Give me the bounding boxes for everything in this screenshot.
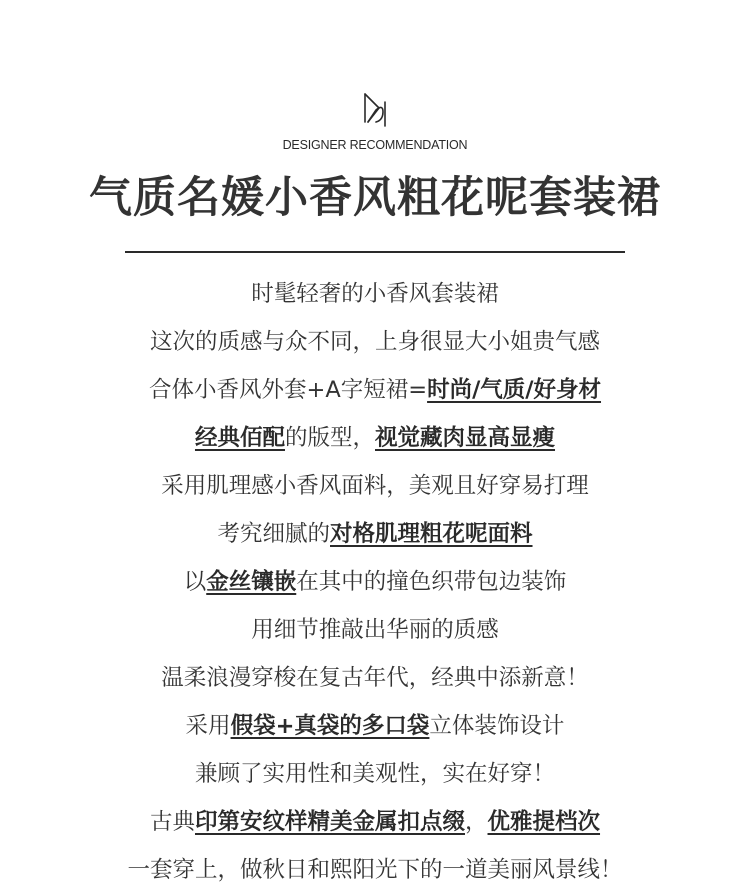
highlighted-phrase: 印第安纹样精美金属扣点缀 <box>194 809 465 835</box>
description-line <box>0 798 750 846</box>
description-line <box>0 702 750 750</box>
description-text: 用细节推敲出华丽的质感 <box>251 617 499 643</box>
description-line <box>0 462 750 510</box>
description-line <box>0 654 750 702</box>
description-line <box>0 558 750 606</box>
description-text: 在其中的撞色织带包边装饰 <box>296 569 567 595</box>
highlighted-phrase: 金丝镶嵌 <box>206 569 297 595</box>
highlighted-phrase: 假袋+真袋的多口袋 <box>230 713 430 739</box>
title-divider <box>125 251 625 253</box>
highlighted-phrase: 视觉藏肉显高显瘦 <box>375 425 556 451</box>
description-text: 兼顾了实用性和美观性，实在好穿！ <box>194 761 555 787</box>
designer-recommendation-tagline: DESIGNER RECOMMENDATION <box>282 138 468 152</box>
description-text: 的版型， <box>284 425 375 451</box>
description-text: 一套穿上，做秋日和熙阳光下的一道美丽风景线！ <box>127 857 623 883</box>
description-line <box>0 606 750 654</box>
highlighted-phrase: 优雅提档次 <box>487 809 601 835</box>
description-text: 合体小香风外套+A字短裙= <box>148 377 428 403</box>
description-text: 温柔浪漫穿梭在复古年代，经典中添新意！ <box>161 665 589 691</box>
description-text: 这次的质感与众不同，上身很显大小姐贵气感 <box>149 329 600 355</box>
description-line <box>0 750 750 798</box>
description-text: 以 <box>183 569 207 595</box>
description-line <box>0 846 750 894</box>
description-line <box>0 270 750 318</box>
description-text: ， <box>465 809 488 835</box>
description-text: 考究细腻的 <box>217 521 330 547</box>
highlighted-phrase: 时尚/气质/好身材 <box>427 377 602 403</box>
description-text: 古典 <box>149 809 195 835</box>
description-text: 立体装饰设计 <box>429 713 565 739</box>
description-lines <box>0 270 750 894</box>
description-line <box>0 366 750 414</box>
highlighted-phrase: 对格肌理粗花呢面料 <box>330 521 533 547</box>
product-title: 气质名媛小香风粗花呢套装裙 <box>89 173 661 223</box>
description-text: 采用肌理感小香风面料，美观且好穿易打理 <box>161 473 589 499</box>
description-line <box>0 318 750 366</box>
description-line <box>0 510 750 558</box>
description-line <box>0 414 750 462</box>
designer-monogram-logo-icon <box>359 92 391 128</box>
highlighted-phrase: 经典佰配 <box>194 425 285 451</box>
description-text: 采用 <box>185 713 231 739</box>
description-text: 时髦轻奢的小香风套装裙 <box>251 281 499 307</box>
